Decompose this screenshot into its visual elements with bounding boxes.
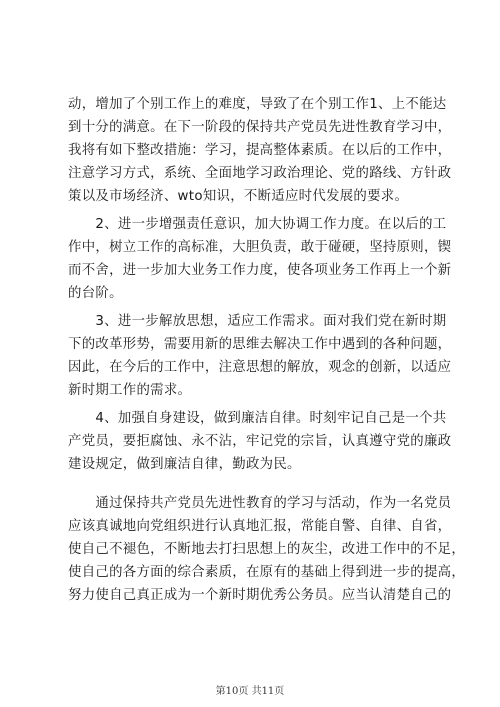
text-line: 动，增加了个别工作上的难度，导致了在个别工作1、上不能达 xyxy=(68,97,447,112)
text-line: 努力使自己真正成为一个新时期优秀公务员。应当认清楚自己的 xyxy=(68,588,452,603)
paragraph-4 xyxy=(68,407,452,476)
text-line: 使自己的各方面的综合素质，在原有的基础上得到进一步的提高， xyxy=(68,565,466,580)
paragraph-5 xyxy=(68,492,466,607)
page-number-footer: 第10页 共11页 xyxy=(215,686,285,697)
text-line: 我将有如下整改措施：学习，提高整体素质。在以后的工作中， xyxy=(68,143,452,158)
text-line: 应该真诚地向党组织进行认真地汇报，常能自警、自律、自省， xyxy=(68,519,452,534)
paragraph-1 xyxy=(68,93,452,208)
text-line: 而不舍，进一步加大业务工作力度，使各项业务工作再上一个新 xyxy=(68,263,452,278)
text-line: 2、进一步增强责任意识，加大协调工作力度。在以后的工 xyxy=(68,217,447,232)
text-line: 4、加强自身建设，做到廉洁自律。时刻牢记自己是一个共 xyxy=(68,411,447,426)
text-line: 的台阶。 xyxy=(68,286,123,301)
text-line: 作中，树立工作的高标准，大胆负责，敢于碰硬，坚持原则，锲 xyxy=(68,240,452,255)
text-line: 建设规定，做到廉洁自律，勤政为民。 xyxy=(68,457,301,472)
text-line: 策以及市场经济、wto知识，不断适应时代发展的要求。 xyxy=(68,189,409,204)
text-line: 通过保持共产党员先进性教育的学习与活动，作为一名党员 xyxy=(68,496,452,511)
text-line: 3、进一步解放思想，适应工作需求。面对我们党在新时期 xyxy=(68,314,447,329)
text-line: 使自己不褪色，不断地去打扫思想上的灰尘，改进工作中的不足， xyxy=(68,542,466,557)
text-line: 下的改革形势，需要用新的思维去解决工作中遇到的各种问题， xyxy=(68,337,452,352)
paragraph-3 xyxy=(68,310,452,402)
text-line: 到十分的满意。在下一阶段的保持共产党员先进性教育学习中， xyxy=(68,120,452,135)
text-line: 注意学习方式，系统、全面地学习政治理论、党的路线、方针政 xyxy=(68,166,452,181)
document-body xyxy=(68,93,466,607)
paragraph-spacer xyxy=(68,476,434,492)
paragraph-2 xyxy=(68,213,452,305)
text-line: 因此，在今后的工作中，注意思想的解放，观念的创新，以适应 xyxy=(68,360,452,375)
text-line: 产党员，要拒腐蚀、永不沾，牢记党的宗旨，认真遵守党的廉政 xyxy=(68,434,452,449)
text-line: 新时期工作的需求。 xyxy=(68,383,192,398)
